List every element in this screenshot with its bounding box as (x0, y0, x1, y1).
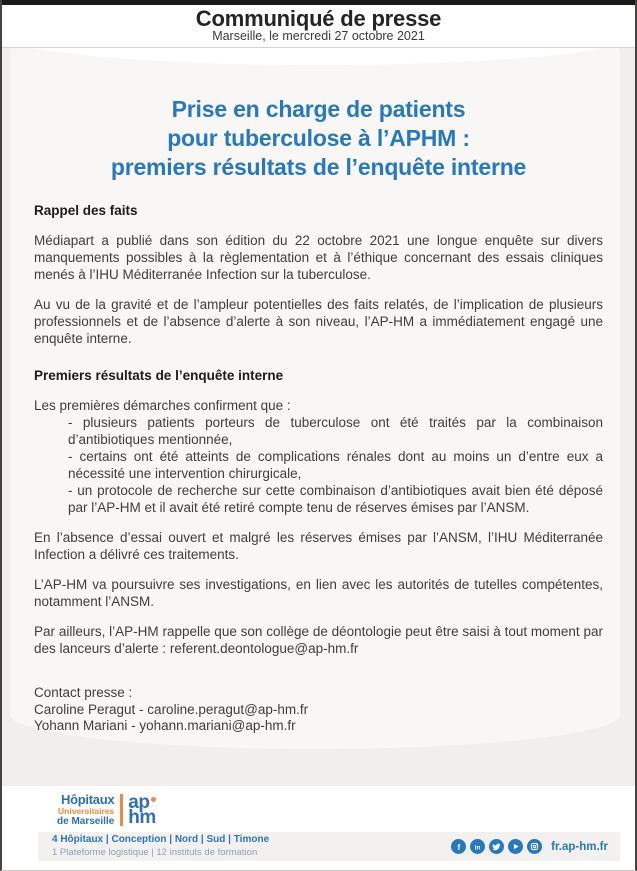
footer-facilities-block (52, 834, 269, 858)
section-heading-results: Premiers résultats de l’enquête interne (34, 368, 284, 383)
footer-website-link[interactable]: fr.ap-hm.fr (551, 840, 608, 853)
logo-ap-label: ap (128, 791, 150, 813)
bullet-item: - certains ont été atteints de complications rénales dont au moins un d’entre eux a nécessité une intervention chirurgicale, (68, 449, 603, 481)
youtube-icon[interactable] (508, 839, 523, 854)
document-body (34, 95, 603, 735)
footer-social-block (451, 839, 608, 854)
paragraph-gravite: Au vu de la gravité et de l’ampleur potentielles des faits relatés, de l’implication de plusieurs professionnels et de l’absence d’alerte à son niveau, l’AP-HM a immédiatement engagé une enquête interne. (34, 297, 603, 346)
bullet-item: - un protocole de recherche sur cette combinaison d’antibiotiques avait bien été déposé par l’AP-HM et il avait été retiré compte tenu de réserves émises par l’ANSM. (68, 483, 603, 515)
aphm-logo (57, 793, 156, 827)
logo-marseille-label: de Marseille (57, 815, 115, 827)
header-date: Marseille, le mercredi 27 octobre 2021 (212, 29, 425, 43)
logo-orange-dot (151, 797, 156, 802)
page-title (34, 95, 603, 182)
paragraph-investigations: L’AP-HM va poursuivre ses investigations, en lien avec les autorités de tutelles compétentes, notamment l’ANSM. (34, 577, 603, 609)
aphm-logo-text (57, 793, 114, 827)
footer-hospitals-line: 4 Hôpitaux | Conception | Nord | Sud | Timone (52, 834, 270, 846)
header-title: Communiqué de presse (195, 6, 442, 31)
facebook-icon[interactable] (451, 839, 466, 854)
page-title-line-3: premiers résultats de l’enquête interne (110, 154, 527, 180)
contact-label: Contact presse : (34, 685, 133, 700)
document-header (2, 5, 635, 48)
bullet-item: - plusieurs patients porteurs de tuberculose ont été traités par la combinaison d’antibiotiques mentionnée, (68, 415, 603, 447)
logo-hopitaux-label: Hôpitaux (61, 792, 115, 807)
paragraph-demarches-intro: Les premières démarches confirment que : (34, 398, 291, 413)
logo-universitaires-label: Universitaires (58, 806, 115, 816)
twitter-icon[interactable] (489, 839, 504, 854)
contact-line-caroline: Caroline Peragut - caroline.peragut@ap-hm.fr (34, 701, 309, 717)
press-contact-block (34, 685, 603, 735)
footer-strip (38, 832, 620, 861)
svg-text:in: in (474, 844, 481, 852)
footer-logistics-line: 1 Plateforme logistique | 12 instituts de formation (52, 846, 258, 858)
logo-divider-bar (120, 794, 123, 826)
page-title-line-1: Prise en charge de patients (171, 96, 466, 122)
footer (2, 786, 635, 870)
page-title-line-2: pour tuberculose à l’APHM : (167, 125, 470, 151)
contact-line-yohann: Yohann Mariani - yohann.mariani@ap-hm.fr (34, 718, 296, 733)
linkedin-icon[interactable] (470, 839, 485, 854)
logo-aphm-wordmark (128, 791, 156, 828)
paragraph-absence-essai: En l’absence d’essai ouvert et malgré les réserves émises par l’ANSM, l’IHU Méditerranée Infection a délivré ces traitements. (34, 530, 603, 562)
instagram-icon[interactable] (527, 839, 542, 854)
svg-text:f: f (457, 842, 461, 852)
section-heading-recap: Rappel des faits (34, 203, 138, 218)
paragraph-mediapart: Médiapart a publié dans son édition du 22 octobre 2021 une longue enquête sur divers manquements possibles à la règlementation et à l’éthique concernant des essais cliniques menés à l’IHU Méditerranée Infection sur la tuberculose. (34, 233, 603, 282)
paragraph-deontologie: Par ailleurs, l’AP-HM rappelle que son collège de déontologie peut être saisi à tout moment par des lanceurs d’alerte : referent.deontologue@ap-hm.fr (34, 624, 603, 656)
logo-hm-label: hm (128, 806, 156, 828)
